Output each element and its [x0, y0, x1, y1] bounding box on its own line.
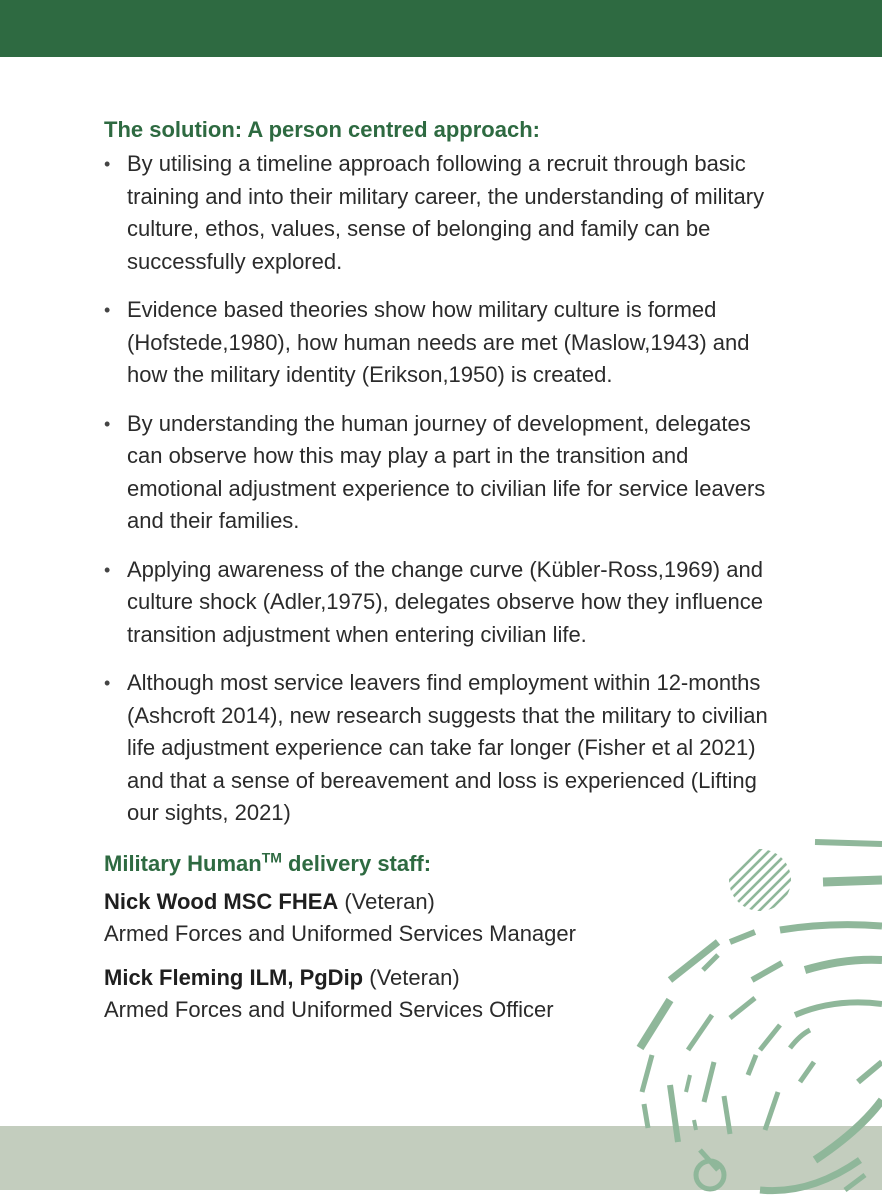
staff-note: (Veteran): [344, 888, 435, 914]
circular-stripes-logo-mark: [720, 840, 800, 928]
staff-note: (Veteran): [369, 964, 460, 990]
staff-name: Nick Wood MSC FHEA: [104, 888, 339, 914]
staff-role: Armed Forces and Uniformed Services Officer: [104, 996, 554, 1022]
bullet-item: • By understanding the human journey of development, delegates can observe how this may play a part in the transition and emotional adjustment experience to civilian life for service leavers and their families.: [104, 408, 784, 538]
staff-heading-brand: Military Human: [104, 850, 262, 876]
header-band: [0, 0, 882, 57]
solution-bullet-list: [104, 148, 784, 830]
staff-name: Mick Fleming ILM, PgDip: [104, 964, 364, 990]
section-heading: The solution: A person centred approach:: [104, 117, 540, 142]
bullet-item: • Although most service leavers find employment within 12-months (Ashcroft 2014), new research suggests that the military to civilian life adjustment experience can take far longer (Fisher et al 2021) and that a sense of bereavement and loss is experienced (Lifting our sights, 2021): [104, 667, 784, 830]
bullet-item: • By utilising a timeline approach following a recruit through basic training and into their military career, the understanding of military culture, ethos, values, sense of belonging and family can be successfully explored.: [104, 148, 784, 278]
trademark-mark: TM: [261, 849, 282, 866]
dashed-concentric-arcs-decoration: [600, 830, 882, 1200]
staff-heading-suffix: delivery staff:: [281, 850, 432, 876]
bullet-item: • Evidence based theories show how military culture is formed (Hofstede,1980), how human needs are met (Maslow,1943) and how the military identity (Erikson,1950) is created.: [104, 294, 784, 392]
staff-role: Armed Forces and Uniformed Services Manager: [104, 920, 576, 946]
bullet-item: • Applying awareness of the change curve (Kübler-Ross,1969) and culture shock (Adler,1975), delegates observe how they influence transition adjustment when entering civilian life.: [104, 554, 784, 652]
